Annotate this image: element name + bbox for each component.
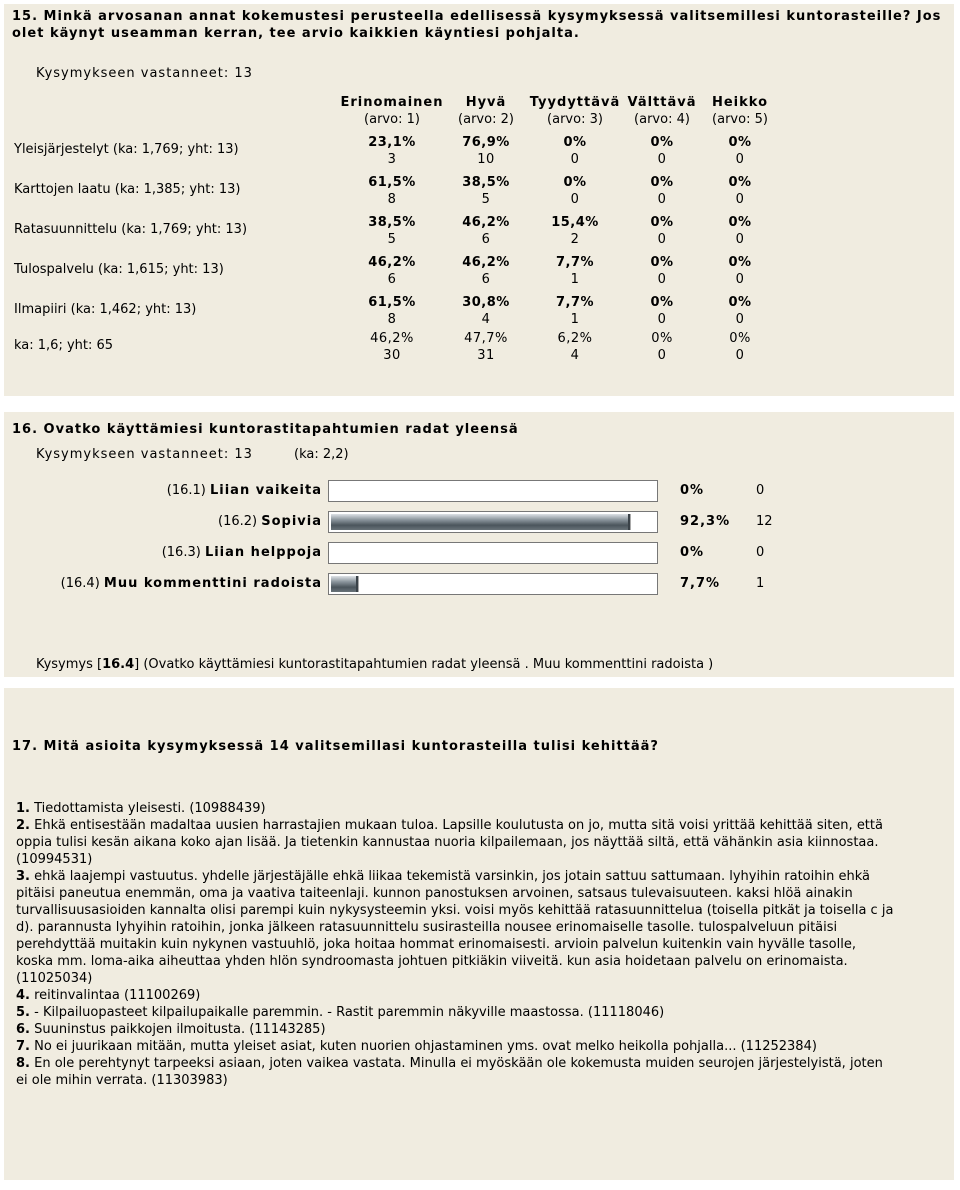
answer-number: 3. — [16, 869, 30, 884]
answer-text: No ei juurikaan mitään, mutta yleiset asiat, kuten nuorien ohjastaminen yms. ovat melko heikolla pohjalla... (11252384) — [34, 1039, 817, 1054]
cell-count: 3 — [387, 152, 397, 167]
bar-text: Liian vaikeita — [209, 483, 322, 498]
cell-percent: 46,2% — [370, 331, 414, 346]
cell-count: 0 — [735, 312, 745, 327]
table-cell — [685, 134, 795, 168]
cell-percent: 0% — [728, 255, 752, 270]
cell-percent: 15,4% — [551, 215, 599, 230]
column-header-name: Tyydyttävä — [529, 95, 621, 110]
bar-label — [162, 545, 322, 560]
cell-count: 6 — [481, 272, 491, 287]
question-16-section — [4, 412, 954, 677]
answer-text: Tiedottamista yleisesti. (10988439) — [34, 801, 266, 816]
bar-count: 0 — [756, 545, 765, 560]
column-header-name: Hyvä — [465, 95, 507, 110]
answer-item — [16, 868, 896, 987]
cell-percent: 7,7% — [555, 255, 595, 270]
cell-percent: 46,2% — [368, 255, 416, 270]
cell-percent: 0% — [728, 135, 752, 150]
answer-number: 6. — [16, 1022, 30, 1037]
cell-percent: 0% — [563, 175, 587, 190]
cell-count: 31 — [477, 348, 495, 363]
bar-count: 1 — [756, 576, 765, 591]
answer-text: reitinvalintaa (11100269) — [34, 988, 201, 1003]
cell-percent: 30,8% — [462, 295, 510, 310]
bar-percent: 7,7% — [680, 576, 721, 591]
bar-number: (16.4) — [60, 576, 100, 591]
cell-count: 30 — [383, 348, 401, 363]
question-17-title: 17. Mitä asioita kysymyksessä 14 valitsemillasi kuntorasteilla tulisi kehittää? — [12, 739, 659, 754]
question-15-title-line2: olet käynyt useamman kerran, tee arvio kaikkien käyntiesi pohjalta. — [12, 26, 580, 41]
answer-number: 5. — [16, 1005, 30, 1020]
bar-label — [61, 576, 322, 591]
cell-count: 6 — [481, 232, 491, 247]
cell-count: 5 — [387, 232, 397, 247]
table-cell — [685, 214, 795, 248]
column-header-value: (arvo: 4) — [634, 112, 690, 127]
comment-header — [36, 657, 713, 672]
column-header — [685, 94, 795, 128]
bar-count: 0 — [756, 483, 765, 498]
answer-text: Ehkä entisestään madaltaa uusien harrastajien mukaan tuloa. Lapsille koulutusta on jo, mutta sitä voisi yrittää kehittää siten, että oppia tulisi kesän aikana koko ajan lisää. Ja tietenkin kannustaa nuoria kilpailemaan, jos näyttää siltä, että vähänkin asia kiinnostaa. (10994531) — [16, 818, 883, 867]
column-header-value: (arvo: 1) — [364, 112, 420, 127]
cell-count: 5 — [481, 192, 491, 207]
cell-percent: 6,2% — [557, 331, 593, 346]
cell-count: 1 — [570, 272, 580, 287]
answer-item — [16, 1021, 896, 1038]
answer-number: 4. — [16, 988, 30, 1003]
cell-percent: 38,5% — [462, 175, 510, 190]
bar-text: Sopivia — [261, 514, 322, 529]
column-header-name: Heikko — [711, 95, 769, 110]
column-header-name: Välttävä — [627, 95, 697, 110]
bar-label — [218, 514, 322, 529]
cell-count: 1 — [570, 312, 580, 327]
answer-text: ehkä laajempi vastuutus. yhdelle järjestäjälle ehkä liikaa tekemistä varsinkin, jos jotain sattuu sattumaan. lyhyihin ratoihin ehkä pitäisi paneutua enemmän, oma ja vaativa taiteenlaji. kunnon panostuksen arvoinen, satsaus tulevaisuuteen. kaksi hlöä ainakin turvallisuusasioiden kannalta olisi parempi kuin nykysysteemin yksi. voisi myös kehittää ratasuunnittelua (toisella pitkät ja toisella c ja d). parannusta lyhyihin ratoihin, jonka jälkeen ratasuunnittelu susirasteilla nousee erinomaiselle tasolle. tulospalveluun pitäisi perehdyttää muitakin kuin nykynen vastuuhlö, joka hoitaa hommat erinomaisesti. arvioin palvelun kuitenkin vain hyvälle tasolle, koska mm. loma-aika aiheuttaa yhden hlön syndroomasta johtuen pitkiäkin viiveitä. kun asia hoidetaan palvelu on erinomaista. (11025034) — [16, 869, 894, 986]
table-row-label: Ratasuunnittelu (ka: 1,769; yht: 13) — [14, 222, 248, 237]
table-cell — [685, 254, 795, 288]
cell-percent: 0% — [728, 295, 752, 310]
comment-header-number: 16.4 — [102, 657, 135, 672]
cell-percent: 76,9% — [462, 135, 510, 150]
cell-count: 2 — [570, 232, 580, 247]
answer-item — [16, 1055, 896, 1089]
average-value: (ka: 2,2) — [294, 447, 349, 462]
bar-percent: 92,3% — [680, 514, 731, 529]
cell-count: 0 — [657, 152, 667, 167]
cell-count: 0 — [657, 348, 667, 363]
cell-count: 0 — [735, 152, 745, 167]
cell-percent: 61,5% — [368, 295, 416, 310]
cell-count: 0 — [657, 312, 667, 327]
question-15-title — [12, 8, 941, 42]
answer-item — [16, 987, 896, 1004]
bar-percent: 0% — [680, 483, 705, 498]
cell-percent: 0% — [650, 255, 674, 270]
cell-percent: 46,2% — [462, 215, 510, 230]
bar-fill — [331, 576, 358, 592]
respondent-count: Kysymykseen vastanneet: 13 — [36, 447, 253, 462]
bar-track — [328, 542, 658, 564]
cell-count: 0 — [735, 192, 745, 207]
answer-text: Suuninstus paikkojen ilmoitusta. (11143285) — [34, 1022, 326, 1037]
answer-item — [16, 1038, 896, 1055]
table-cell — [685, 174, 795, 208]
bar-percent: 0% — [680, 545, 705, 560]
cell-count: 0 — [657, 272, 667, 287]
answer-list — [16, 800, 896, 1089]
cell-count: 4 — [570, 348, 580, 363]
bar-track — [328, 480, 658, 502]
question-16-title: 16. Ovatko käyttämiesi kuntorastitapahtumien radat yleensä — [12, 422, 519, 437]
cell-count: 0 — [570, 192, 580, 207]
cell-percent: 38,5% — [368, 215, 416, 230]
answer-text: En ole perehtynyt tarpeeksi asiaan, joten vaikea vastata. Minulla ei myöskään ole kokemusta muiden seurojen järjestelyistä, joten ei ole mihin verrata. (11303983) — [16, 1056, 883, 1088]
bar-count: 12 — [756, 514, 773, 529]
answer-text: - Kilpailuopasteet kilpailupaikalle paremmin. - Rastit paremmin näkyville maastossa. (11118046) — [34, 1005, 665, 1020]
bar-number: (16.1) — [166, 483, 206, 498]
total-cell — [685, 330, 795, 364]
answer-number: 2. — [16, 818, 30, 833]
cell-percent: 0% — [728, 175, 752, 190]
cell-count: 6 — [387, 272, 397, 287]
cell-count: 0 — [657, 232, 667, 247]
cell-percent: 61,5% — [368, 175, 416, 190]
cell-count: 0 — [735, 232, 745, 247]
question-15-title-line1: 15. Minkä arvosanan annat kokemustesi perusteella edellisessä kysymyksessä valitsemillesi kuntorasteille? Jos — [12, 9, 942, 24]
table-cell — [685, 294, 795, 328]
cell-percent: 0% — [650, 135, 674, 150]
column-header-value: (arvo: 2) — [458, 112, 514, 127]
cell-percent: 0% — [728, 215, 752, 230]
cell-count: 8 — [387, 312, 397, 327]
cell-percent: 7,7% — [555, 295, 595, 310]
bar-text: Liian helppoja — [204, 545, 322, 560]
cell-count: 0 — [570, 152, 580, 167]
cell-count: 0 — [735, 272, 745, 287]
bar-number: (16.2) — [218, 514, 258, 529]
table-row-label: Ilmapiiri (ka: 1,462; yht: 13) — [14, 302, 197, 317]
comment-header-prefix: Kysymys [ — [36, 657, 103, 672]
total-row-label: ka: 1,6; yht: 65 — [14, 338, 114, 353]
column-header-name: Erinomainen — [340, 95, 444, 110]
cell-percent: 0% — [650, 175, 674, 190]
bar-track — [328, 573, 658, 595]
cell-count: 4 — [481, 312, 491, 327]
respondent-count: Kysymykseen vastanneet: 13 — [36, 66, 253, 81]
cell-count: 8 — [387, 192, 397, 207]
question-17-section — [4, 688, 954, 1180]
cell-percent: 46,2% — [462, 255, 510, 270]
comment-header-suffix: ] (Ovatko käyttämiesi kuntorastitapahtumien radat yleensä . Muu kommenttini radoista ) — [134, 657, 714, 672]
bar-number: (16.3) — [161, 545, 201, 560]
column-header-value: (arvo: 3) — [547, 112, 603, 127]
answer-number: 8. — [16, 1056, 30, 1071]
answer-item — [16, 817, 896, 868]
table-row-label: Tulospalvelu (ka: 1,615; yht: 13) — [14, 262, 224, 277]
question-15-section — [4, 4, 954, 396]
answer-item — [16, 1004, 896, 1021]
cell-percent: 23,1% — [368, 135, 416, 150]
table-row-label: Yleisjärjestelyt (ka: 1,769; yht: 13) — [14, 142, 239, 157]
bar-track — [328, 511, 658, 533]
answer-item — [16, 800, 896, 817]
cell-count: 10 — [477, 152, 495, 167]
bar-text: Muu kommenttini radoista — [103, 576, 322, 591]
cell-percent: 0% — [563, 135, 587, 150]
cell-percent: 0% — [650, 295, 674, 310]
cell-count: 0 — [735, 348, 745, 363]
table-row-label: Karttojen laatu (ka: 1,385; yht: 13) — [14, 182, 241, 197]
cell-percent: 0% — [729, 331, 751, 346]
cell-percent: 0% — [650, 215, 674, 230]
bar-label — [167, 483, 322, 498]
bar-fill — [331, 514, 630, 530]
cell-percent: 47,7% — [464, 331, 508, 346]
column-header-value: (arvo: 5) — [712, 112, 768, 127]
answer-number: 1. — [16, 801, 30, 816]
cell-percent: 0% — [651, 331, 673, 346]
cell-count: 0 — [657, 192, 667, 207]
answer-number: 7. — [16, 1039, 30, 1054]
